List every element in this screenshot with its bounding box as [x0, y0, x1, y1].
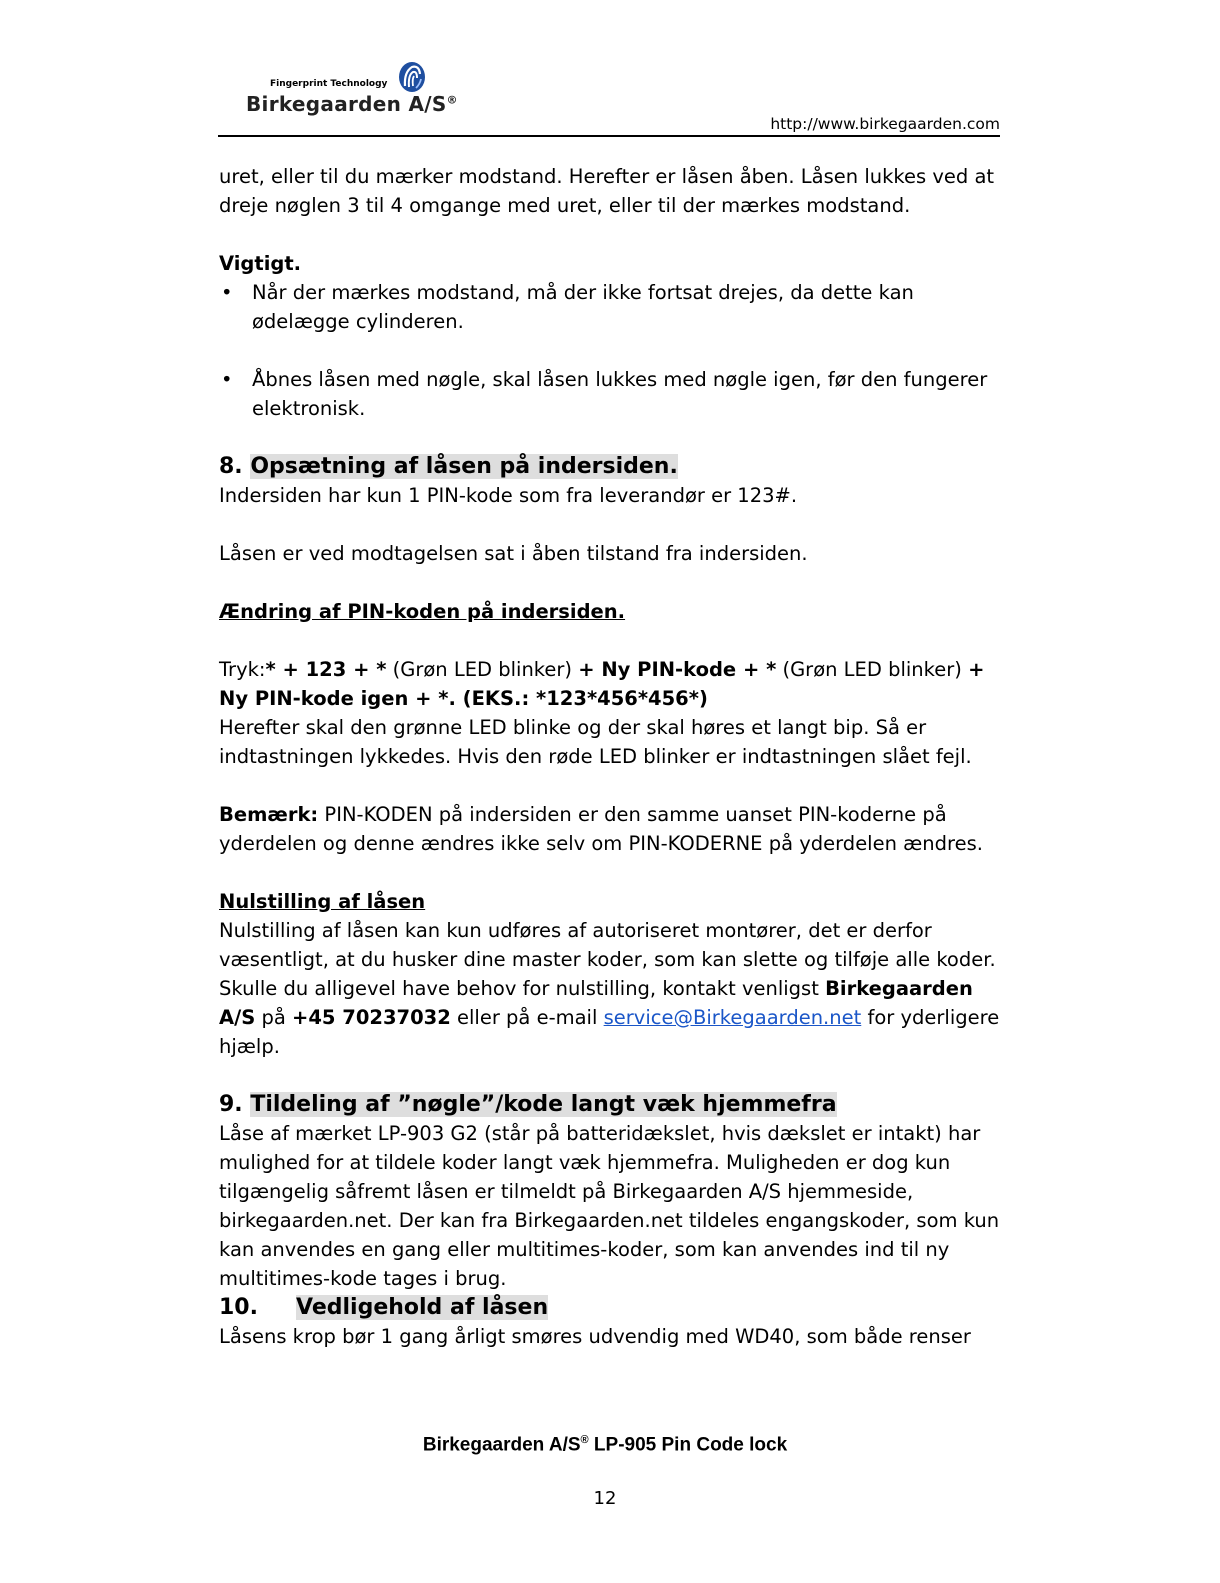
result-paragraph: Herefter skal den grønne LED blinke og der skal høres et langt bip. Så er indtastningen lykkedes. Hvis den røde LED blinker er indtastningen slået fejl.: [219, 716, 972, 768]
section-9-paragraph: Låse af mærket LP-903 G2 (står på batteridækslet, hvis dækslet er intakt) har mulighed for at tildele koder langt væk hjemmefra. Muligheden er dog kun tilgængelig såfremt låsen er tilmeldt på Birkegaarden A/S hjemmeside, birkegaarden.net. Der kan fra Birkegaarden.net tildeles engangskoder, som kun kan anvendes en gang eller multitimes-koder, som kan anvendes ind til ny multitimes-kode tages i brug.: [219, 1122, 1000, 1290]
page-footer: Birkegaarden A/S® LP-905 Pin Code lock: [422, 1434, 788, 1456]
intro-paragraph: uret, eller til du mærker modstand. Herefter er låsen åben. Låsen lukkes ved at dreje nøglen 3 til 4 omgange med uret, eller til der mærkes modstand.: [219, 165, 995, 217]
reset-paragraph: Nulstilling af låsen kan kun udføres af autoriseret montører, det er derfor væsentligt, at du husker dine master koder, som kan slette og tilføje alle koder. Skulle du alligevel have behov for nulstilling, kontakt venligst Birkegaarden A/S på +45 70237032 eller på e-mail service@Birkegaarden.net for yderligere hjælp.: [219, 919, 1000, 1058]
website-url[interactable]: http://www.birkegaarden.com: [770, 115, 1000, 133]
document-body: [219, 162, 1004, 1351]
section-10-heading: 10. Vedligehold af låsen: [219, 1295, 549, 1320]
important-list: [219, 278, 1004, 423]
fingerprint-logo-icon: [396, 60, 428, 94]
change-pin-heading: Ændring af PIN-koden på indersiden.: [219, 600, 626, 623]
page-header: [218, 56, 1000, 138]
list-item: • Åbnes låsen med nøgle, skal låsen lukkes med nøgle igen, før den fungerer elektronisk.: [219, 365, 1004, 423]
logo-tagline: Fingerprint Technology: [270, 79, 388, 89]
logo-name: Birkegaarden A/S®: [246, 92, 458, 116]
page-number: 12: [593, 1488, 617, 1509]
section-10-paragraph: Låsens krop bør 1 gang årligt smøres udvendig med WD40, som både renser: [219, 1325, 971, 1348]
list-item: • Når der mærkes modstand, må der ikke fortsat drejes, da dette kan ødelægge cylinderen.: [219, 278, 1004, 336]
email-link[interactable]: service@Birkegaarden.net: [603, 1006, 862, 1029]
press-instructions: Tryk:* + 123 + * (Grøn LED blinker) + Ny PIN-kode + * (Grøn LED blinker) + Ny PIN-kode igen + *. (EKS.: *123*456*456*): [219, 658, 985, 710]
company-logo: [246, 60, 506, 120]
section-8-paragraph: Indersiden har kun 1 PIN-kode som fra leverandør er 123#.: [219, 484, 798, 507]
section-8-paragraph: Låsen er ved modtagelsen sat i åben tilstand fra indersiden.: [219, 542, 808, 565]
reset-heading: Nulstilling af låsen: [219, 890, 426, 913]
section-8-heading: 8. Opsætning af låsen på indersiden.: [219, 454, 678, 479]
bullet-icon: •: [221, 281, 233, 304]
bullet-icon: •: [221, 368, 233, 391]
note-paragraph: Bemærk: PIN-KODEN på indersiden er den samme uanset PIN-koderne på yderdelen og denne ændres ikke selv om PIN-KODERNE på yderdelen ændres.: [219, 803, 983, 855]
section-9-heading: 9. Tildeling af ”nøgle”/kode langt væk hjemmefra: [219, 1092, 837, 1117]
header-divider: [218, 135, 1000, 137]
important-heading: Vigtigt.: [219, 252, 302, 275]
